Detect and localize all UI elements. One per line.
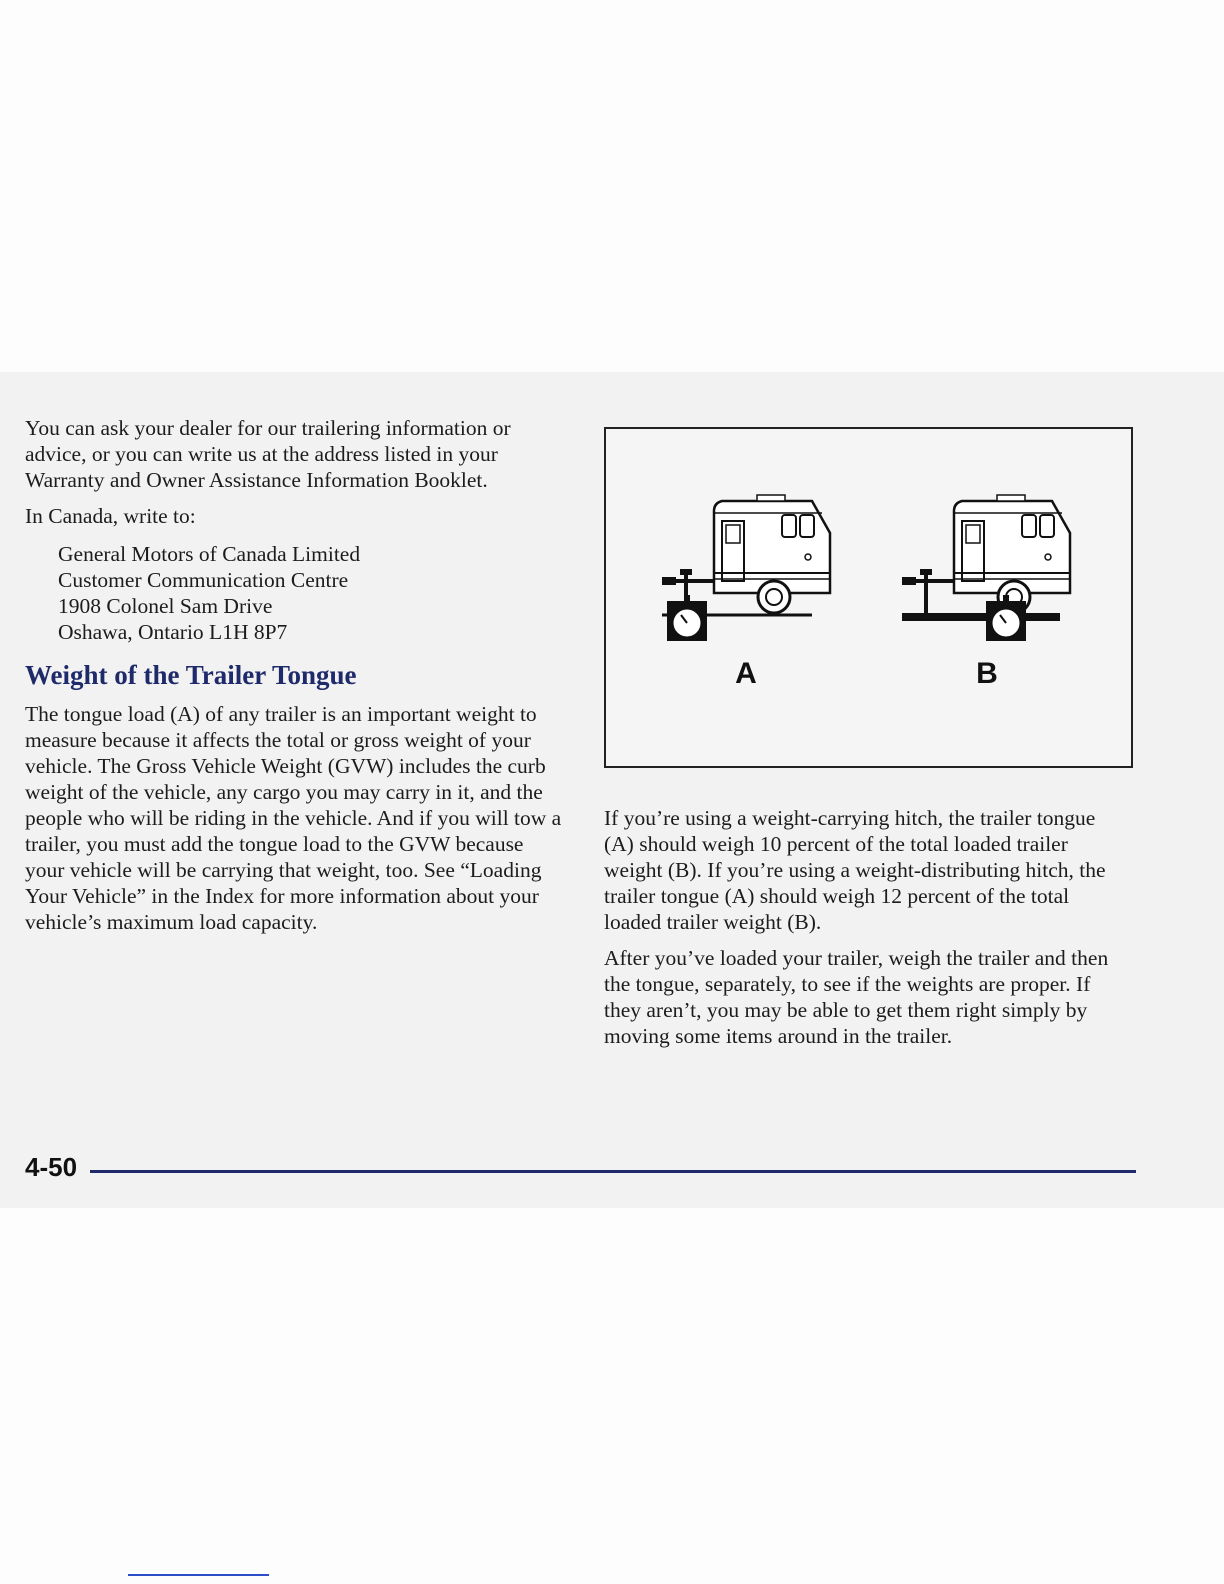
tongue-load-paragraph: The tongue load (A) of any trailer is an important weight to measure because it affects the total or gross weight of your vehicle. The Gross Vehicle Weight (GVW) includes the curb weight of the vehicle, any cargo you may carry in it, and the people who will be riding in the vehicle. And if you will tow a trailer, you must add the tongue load to the GVW because your vehicle will be carrying that weight, too. See “Loading Your Vehicle” in the Index for more information about your vehicle’s maximum load capacity. <box>25 702 562 934</box>
scale-b-icon <box>986 595 1026 641</box>
section-heading: Weight of the Trailer Tongue <box>25 660 357 690</box>
intro-paragraph: You can ask your dealer for our trailering information or advice, or you can write us at the address listed in your Warranty and Owner Assistance Information Booklet. <box>25 416 511 492</box>
scale-a-icon <box>667 595 707 641</box>
loading-paragraph: After you’ve loaded your trailer, weigh the trailer and then the tongue, separately, to see if the weights are proper. If they aren’t, you may be able to get them right simply by moving some items around in the trailer. <box>604 946 1109 1048</box>
label-a: A <box>735 657 757 690</box>
left-column <box>25 415 565 945</box>
right-column <box>604 805 1129 1059</box>
canada-intro: In Canada, write to: <box>25 504 196 528</box>
address-line: General Motors of Canada Limited <box>58 542 361 566</box>
mailing-address <box>58 541 565 645</box>
label-b: B <box>976 657 998 690</box>
address-line: 1908 Colonel Sam Drive <box>58 594 273 618</box>
address-line: Oshawa, Ontario L1H 8P7 <box>58 620 288 644</box>
trailer-weight-figure <box>604 427 1133 768</box>
page-number: 4-50 <box>25 1152 78 1182</box>
footer-rule <box>90 1170 1136 1173</box>
bottom-underline <box>128 1574 269 1576</box>
hitch-paragraph: If you’re using a weight-carrying hitch, the trailer tongue (A) should weigh 10 percent of the total loaded trailer weight (B). If you’re using a weight-distributing hitch, the trailer tongue (A) should weigh 12 percent of the total loaded trailer weight (B). <box>604 806 1106 934</box>
address-line: Customer Communication Centre <box>58 568 349 592</box>
trailer-illustration <box>606 429 1131 766</box>
